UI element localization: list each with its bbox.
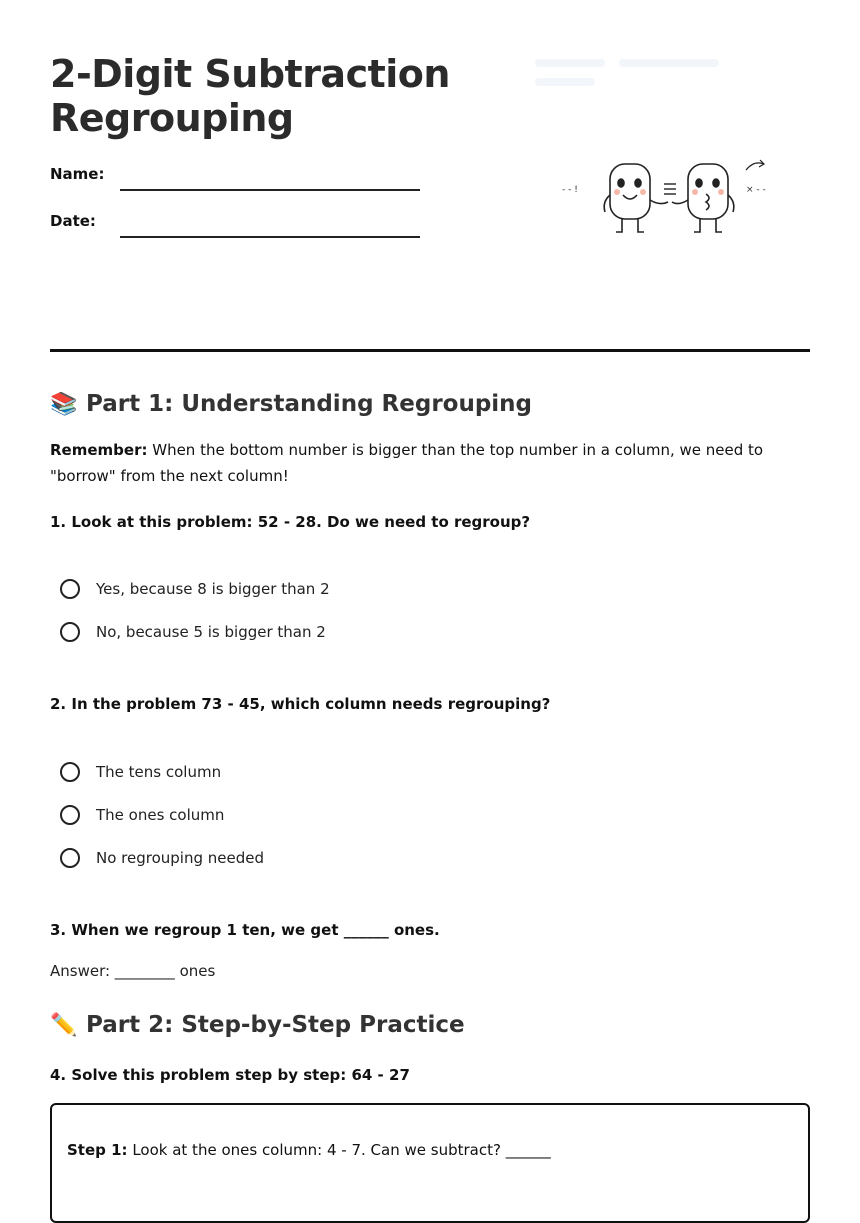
q2-option-ones[interactable]	[60, 802, 224, 828]
question-1: 1. Look at this problem: 52 - 28. Do we need to regroup?	[50, 513, 531, 531]
date-field[interactable]	[120, 236, 420, 238]
mascot-illustration	[560, 150, 780, 245]
radio-button[interactable]	[60, 848, 80, 868]
q2-option-none[interactable]	[60, 845, 264, 871]
faint-header-links	[535, 52, 805, 68]
radio-button[interactable]	[60, 622, 80, 642]
right-character-icon	[672, 164, 734, 232]
page-title	[50, 52, 450, 140]
q3-answer-line[interactable]: Answer: ________ ones	[50, 962, 216, 980]
name-field[interactable]	[120, 189, 420, 191]
name-label: Name:	[50, 165, 105, 183]
step-box	[50, 1103, 810, 1223]
date-field-row	[50, 212, 420, 242]
equals-icon	[664, 184, 676, 194]
question-4: 4. Solve this problem step by step: 64 - 27	[50, 1066, 410, 1084]
step-1-label: Step 1:	[67, 1141, 128, 1159]
mascot-right-mark: × - -	[746, 185, 766, 195]
title-line-1: 2-Digit Subtraction	[50, 52, 450, 96]
title-line-2: Regrouping	[50, 96, 294, 140]
option-label: Yes, because 8 is bigger than 2	[96, 580, 330, 598]
option-label: The ones column	[96, 806, 225, 824]
remember-text: When the bottom number is bigger than the top number in a column, we need to "borrow" from the next column!	[50, 441, 764, 485]
option-label: The tens column	[96, 763, 222, 781]
part1-heading	[50, 390, 532, 419]
q2-option-tens[interactable]	[60, 759, 221, 785]
section-divider	[50, 349, 810, 352]
left-character-icon	[604, 164, 668, 232]
part2-heading	[50, 1011, 465, 1040]
name-field-row	[50, 165, 420, 195]
pencil-icon: ✏️	[50, 1013, 78, 1038]
radio-button[interactable]	[60, 762, 80, 782]
date-label: Date:	[50, 212, 96, 230]
remember-label: Remember:	[50, 441, 148, 459]
step-1	[67, 1141, 551, 1159]
q1-option-yes[interactable]	[60, 576, 330, 602]
radio-button[interactable]	[60, 805, 80, 825]
part1-heading-text: Part 1: Understanding Regrouping	[86, 391, 533, 417]
remember-paragraph	[50, 437, 810, 489]
q1-option-no[interactable]	[60, 619, 326, 645]
books-icon: 📚	[50, 392, 78, 417]
question-2: 2. In the problem 73 - 45, which column needs regrouping?	[50, 695, 551, 713]
sparkle-arrow-icon	[746, 160, 764, 170]
part2-heading-text: Part 2: Step-by-Step Practice	[86, 1012, 465, 1038]
option-label: No regrouping needed	[96, 849, 264, 867]
radio-button[interactable]	[60, 579, 80, 599]
step-1-text[interactable]: Look at the ones column: 4 - 7. Can we subtract? ______	[127, 1141, 551, 1159]
option-label: No, because 5 is bigger than 2	[96, 623, 326, 641]
mascot-left-mark: - - !	[562, 185, 578, 195]
question-3: 3. When we regroup 1 ten, we get ______ ones.	[50, 921, 440, 939]
